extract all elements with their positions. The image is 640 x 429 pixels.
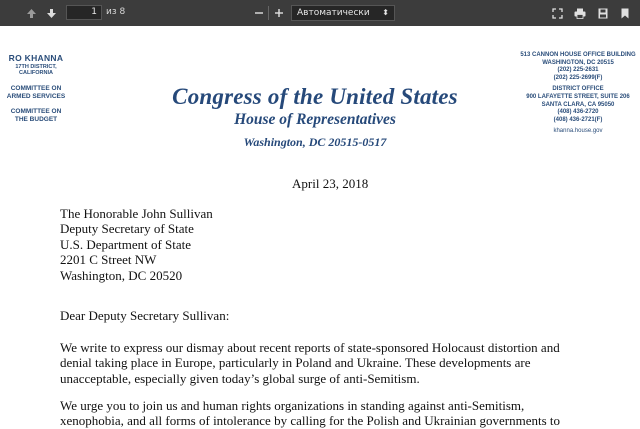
chevron-updown-icon: ⬍ [382, 8, 389, 17]
address-line: Deputy Secretary of State [60, 221, 194, 237]
district-address-line: 900 LAFAYETTE STREET, SUITE 206 [526, 93, 630, 100]
member-district: 17TH DISTRICT, CALIFORNIA [15, 64, 57, 76]
letterhead-house: House of Representatives [234, 111, 396, 128]
letter-salutation: Dear Deputy Secretary Sullivan: [60, 308, 230, 323]
letterhead-right [519, 52, 637, 136]
letter-date: April 23, 2018 [292, 176, 369, 191]
zoom-in-icon[interactable] [272, 4, 286, 22]
print-icon[interactable] [572, 4, 588, 22]
arrow-up-icon[interactable] [22, 4, 40, 22]
save-icon[interactable] [596, 4, 610, 22]
letter-paragraph-2: We urge you to join us and human rights organizations in standing against anti-Semitism, xenophobia, and all forms of intolerance by calling for the Polish and Ukrainian governments to [60, 398, 561, 429]
letterhead-left [0, 53, 72, 124]
arrow-down-icon[interactable] [42, 4, 60, 22]
zoom-out-icon[interactable] [252, 4, 266, 22]
pdf-page [0, 26, 640, 429]
toolbar-separator [268, 6, 269, 20]
page-total-label: из 8 [106, 7, 126, 17]
fullscreen-icon[interactable] [550, 4, 564, 22]
committee-armed-services [0, 85, 72, 101]
zoom-select-value: Автоматически [297, 8, 370, 18]
letterhead-center [160, 84, 470, 150]
bookmark-icon[interactable] [618, 4, 632, 22]
dc-fax: (202) 225-2699(F) [553, 74, 603, 81]
committee-line: ARMED SERVICES [6, 93, 66, 100]
dc-address-line: WASHINGTON, DC 20515 [542, 59, 614, 66]
district-fax: (408) 436-2721(F) [553, 116, 603, 123]
committee-line: THE BUDGET [14, 116, 58, 123]
pdf-toolbar [0, 0, 640, 26]
dc-address-line: 513 CANNON HOUSE OFFICE BUILDING [520, 52, 636, 58]
member-name: RO KHANNA [8, 53, 64, 63]
letter-paragraph-1: We write to express our dismay about recent reports of state-sponsored Holocaust distortion and denial taking place in Europe, particularly in Poland and Ukraine. These developments are unacceptable, especially given today’s global surge of anti-Semitism. [60, 340, 560, 386]
zoom-select[interactable] [291, 5, 395, 21]
letterhead-title: Congress of the United States [172, 84, 458, 109]
address-line: U.S. Department of State [60, 236, 192, 252]
district-office-heading: DISTRICT OFFICE [552, 86, 604, 93]
district-phone: (408) 436-2720 [557, 109, 599, 116]
recipient-address [60, 206, 213, 283]
address-line: Washington, DC 20520 [60, 267, 183, 283]
committee-line: COMMITTEE ON [10, 108, 62, 115]
address-line: 2201 C Street NW [60, 252, 157, 268]
committee-line: COMMITTEE ON [10, 85, 62, 92]
page-number-input[interactable]: 1 [66, 5, 102, 20]
dc-phone: (202) 225-2631 [557, 67, 599, 74]
district-address-line: SANTA CLARA, CA 95050 [541, 101, 615, 108]
address-line: The Honorable John Sullivan [60, 206, 213, 221]
letterhead-city: Washington, DC 20515-0517 [243, 135, 387, 149]
website-link[interactable]: khanna.house.gov [553, 128, 603, 135]
committee-budget [0, 108, 72, 124]
